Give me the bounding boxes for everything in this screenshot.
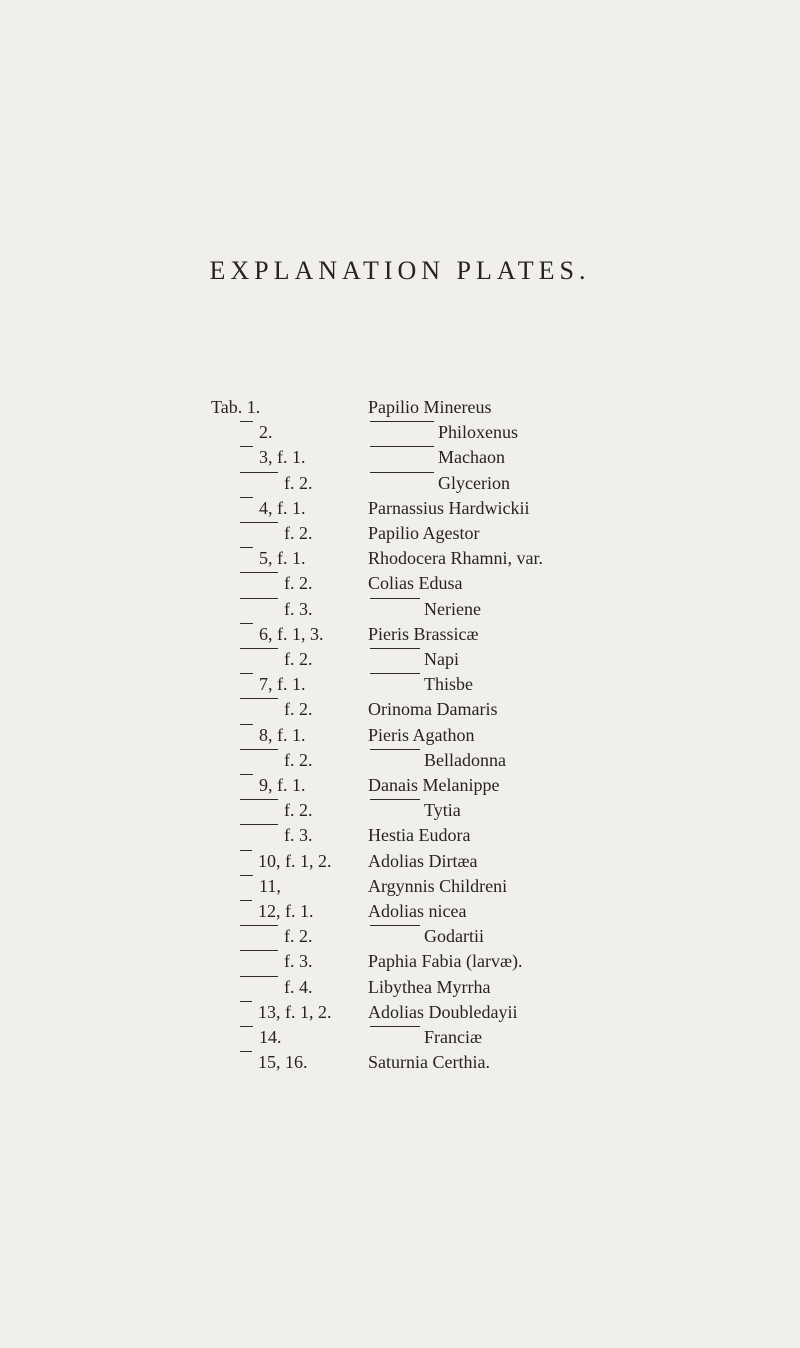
ditto-dash [240,875,253,876]
plate-row [0,850,800,872]
plate-ref: 5, f. 1. [259,548,306,569]
species-name: Danais Melanippe [368,775,500,795]
ditto-dash [240,900,252,901]
ditto-dash [240,421,253,422]
species-name: Napi [424,649,459,669]
plate-ref: 8, f. 1. [259,724,306,745]
ditto-dash [240,749,278,750]
ditto-dash [240,648,278,649]
ditto-dash [240,547,253,548]
plate-ref: f. 2. [284,523,313,543]
ditto-dash [370,472,434,473]
plate-ref: 15, 16. [258,1052,308,1073]
plate-ref: 4, f. 1. [259,497,306,518]
plate-row [0,446,800,468]
plate-row [0,1051,800,1073]
plate-ref: 12, f. 1. [258,901,314,921]
plate-row [0,572,800,594]
species-name: Papilio Minereus [368,397,492,417]
ditto-dash [240,497,253,498]
plate-ref: f. 2. [284,649,313,669]
species-name: Franciæ [424,1027,482,1047]
ditto-dash [240,950,278,951]
plate-ref: f. 2. [284,573,313,594]
plate-ref: f. 2. [284,472,313,493]
plate-row [0,421,800,443]
tab-label: Tab. 1. [211,397,261,417]
species-name: Adolias Doubledayii [368,1001,518,1022]
ditto-dash [240,522,278,523]
ditto-dash [240,1001,252,1002]
ditto-dash [370,1026,420,1027]
ditto-dash [370,925,420,926]
ditto-dash [240,673,253,674]
species-name: Neriene [424,598,481,619]
plate-ref: 7, f. 1. [259,674,306,695]
ditto-dash [370,648,420,649]
plate-ref: 2. [259,422,273,443]
species-name: Rhodocera Rhamni, var. [368,548,543,569]
plate-row [0,1001,800,1023]
species-name: Pieris Agathon [368,724,475,745]
plate-ref: 14. [259,1027,282,1047]
plate-ref: f. 3. [284,598,313,619]
plate-ref: f. 2. [284,699,313,720]
species-name: Colias Edusa [368,573,463,594]
plate-row [0,396,800,418]
ditto-dash [240,824,278,825]
ditto-dash [240,850,252,851]
plate-row [0,749,800,771]
plate-ref: 10, f. 1, 2. [258,850,332,871]
plate-ref: f. 3. [284,825,313,846]
plate-row [0,900,800,922]
species-name: Adolias Dirtæa [368,850,478,871]
ditto-dash [370,598,420,599]
species-name: Thisbe [424,674,473,695]
species-name: Tytia [424,800,461,821]
ditto-dash [370,421,434,422]
plate-row [0,522,800,544]
ditto-dash [240,774,253,775]
ditto-dash [370,673,420,674]
species-name: Papilio Agestor [368,523,480,543]
plate-row [0,799,800,821]
ditto-dash [370,446,434,447]
plate-row [0,774,800,796]
ditto-dash [240,572,278,573]
ditto-dash [240,976,278,977]
plate-row [0,950,800,972]
ditto-dash [240,1026,253,1027]
plate-ref: f. 2. [284,800,313,821]
species-name: Saturnia Certhia. [368,1052,490,1073]
species-name: Godartii [424,926,484,947]
plate-row [0,472,800,494]
ditto-dash [240,446,253,447]
species-name: Philoxenus [438,422,519,443]
plate-row [0,724,800,746]
plate-row [0,648,800,670]
plate-ref: 6, f. 1, 3. [259,623,324,644]
ditto-dash [370,799,420,800]
ditto-dash [370,749,420,750]
page-title: EXPLANATION PLATES. [209,256,591,285]
species-name: Adolias nicea [368,901,467,921]
plate-row [0,698,800,720]
plate-row [0,497,800,519]
plate-ref: 9, f. 1. [259,775,306,795]
species-name: Argynnis Childreni [368,875,508,896]
plate-ref: f. 2. [284,749,313,770]
ditto-dash [240,472,278,473]
species-name: Hestia Eudora [368,825,471,846]
plate-ref: f. 4. [284,976,313,997]
species-name: Orinoma Damaris [368,699,498,720]
plate-ref: 11, [259,875,281,896]
species-name: Pieris Brassicæ [368,623,479,644]
plate-row [0,623,800,645]
ditto-dash [240,698,278,699]
plate-row [0,875,800,897]
species-name: Paphia Fabia (larvæ). [368,951,523,972]
plate-ref: f. 3. [284,951,313,972]
plate-row [0,547,800,569]
plate-row [0,598,800,620]
ditto-dash [240,799,278,800]
species-name: Parnassius Hardwickii [368,497,530,518]
plate-row [0,673,800,695]
plate-ref: f. 2. [284,926,313,947]
plate-ref: 3, f. 1. [259,447,306,468]
plate-row [0,976,800,998]
plate-row [0,824,800,846]
ditto-dash [240,925,278,926]
species-name: Libythea Myrrha [368,976,491,997]
ditto-dash [240,623,253,624]
plate-ref: 13, f. 1, 2. [258,1001,332,1022]
ditto-dash [240,598,278,599]
plate-row [0,925,800,947]
ditto-dash [240,1051,252,1052]
species-name: Machaon [438,447,505,468]
ditto-dash [240,724,253,725]
plate-row [0,1026,800,1048]
species-name: Belladonna [424,749,506,770]
species-name: Glycerion [438,472,510,493]
